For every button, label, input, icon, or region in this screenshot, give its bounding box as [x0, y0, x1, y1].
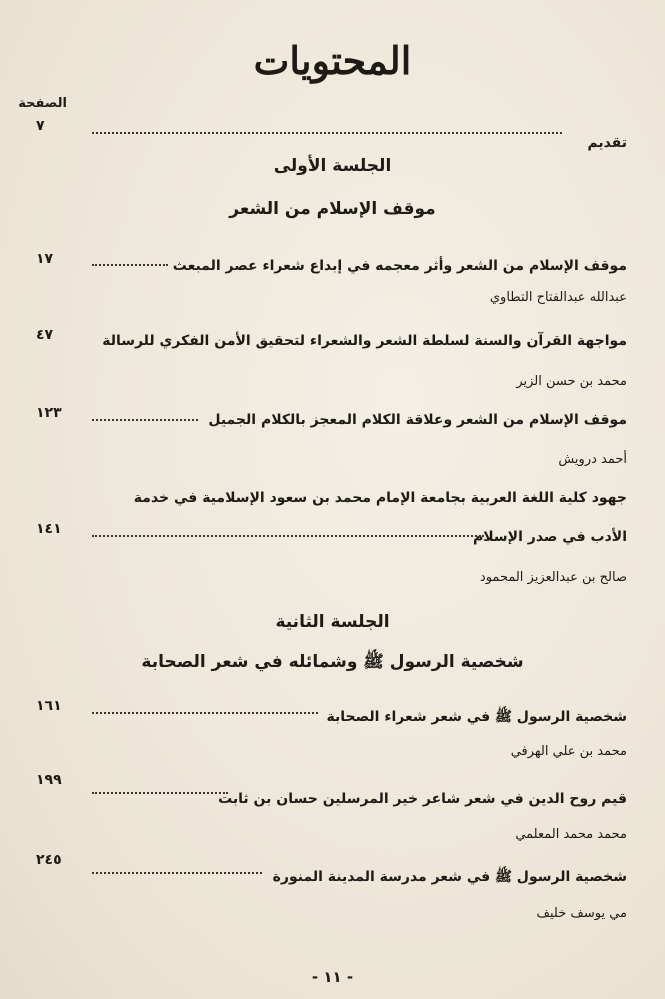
toc-entry-page: ٤٧ — [36, 327, 54, 343]
toc-entry-title: قيم روح الدين في شعر شاعر خير المرسلين حسان بن ثابت — [218, 791, 627, 807]
toc-entry-page: ١٧ — [36, 251, 54, 267]
toc-entry-title: شخصية الرسول ﷺ في شعر مدرسة المدينة المنورة — [272, 869, 627, 885]
leader-dots — [92, 872, 262, 874]
session-2-subheading: شخصية الرسول ﷺ وشمائله في شعر الصحابة — [141, 652, 524, 672]
leader-dots — [92, 792, 228, 794]
toc-entry-author: محمد بن حسن الزير — [516, 374, 627, 389]
toc-entry-author: صالح بن عبدالعزيز المحمود — [479, 570, 627, 585]
toc-entry-author: عبدالله عبدالفتاح التطاوي — [489, 290, 627, 305]
toc-entry-author: أحمد درويش — [558, 452, 627, 467]
page-title: المحتويات — [253, 38, 412, 83]
page-column-header: الصفحة — [18, 96, 67, 111]
toc-entry-title: مواجهة القرآن والسنة لسلطة الشعر والشعراء لتحقيق الأمن الفكري للرسالة — [102, 333, 627, 349]
toc-entry-page: ١٦١ — [36, 698, 62, 714]
toc-entry-page: ١٢٣ — [36, 405, 62, 421]
toc-entry-author: مي يوسف خليف — [536, 906, 627, 921]
toc-entry-title: موقف الإسلام من الشعر وأثر معجمه في إبداع شعراء عصر المبعث — [172, 258, 627, 274]
footer-page-number: - ١١ - — [311, 968, 354, 986]
session-1-heading: الجلسة الأولى — [273, 156, 392, 176]
toc-page-intro: ٧ — [36, 118, 45, 134]
toc-entry-title: موقف الإسلام من الشعر وعلاقة الكلام المعجز بالكلام الجميل — [208, 412, 627, 428]
toc-entry-page: ٢٤٥ — [36, 852, 62, 868]
leader-dots — [92, 419, 198, 421]
toc-entry-page: ١٩٩ — [36, 772, 62, 788]
toc-entry-intro: تقديم — [587, 135, 627, 151]
leader-dots — [92, 132, 562, 134]
leader-dots — [92, 535, 484, 537]
toc-entry-title-line-2: الأدب في صدر الإسلام — [473, 529, 627, 545]
toc-entry-author: محمد محمد المعلمي — [515, 827, 627, 842]
leader-dots — [92, 712, 318, 714]
toc-entry-page: ١٤١ — [36, 521, 62, 537]
toc-entry-author: محمد بن علي الهرفي — [510, 744, 627, 759]
toc-entry-title: شخصية الرسول ﷺ في شعر شعراء الصحابة — [326, 709, 627, 725]
session-2-heading: الجلسة الثانية — [275, 612, 390, 632]
leader-dots — [92, 264, 168, 266]
toc-entry-title-line-1: جهود كلية اللغة العربية بجامعة الإمام محمد بن سعود الإسلامية في خدمة — [133, 490, 627, 506]
session-1-subheading: موقف الإسلام من الشعر — [229, 199, 436, 219]
